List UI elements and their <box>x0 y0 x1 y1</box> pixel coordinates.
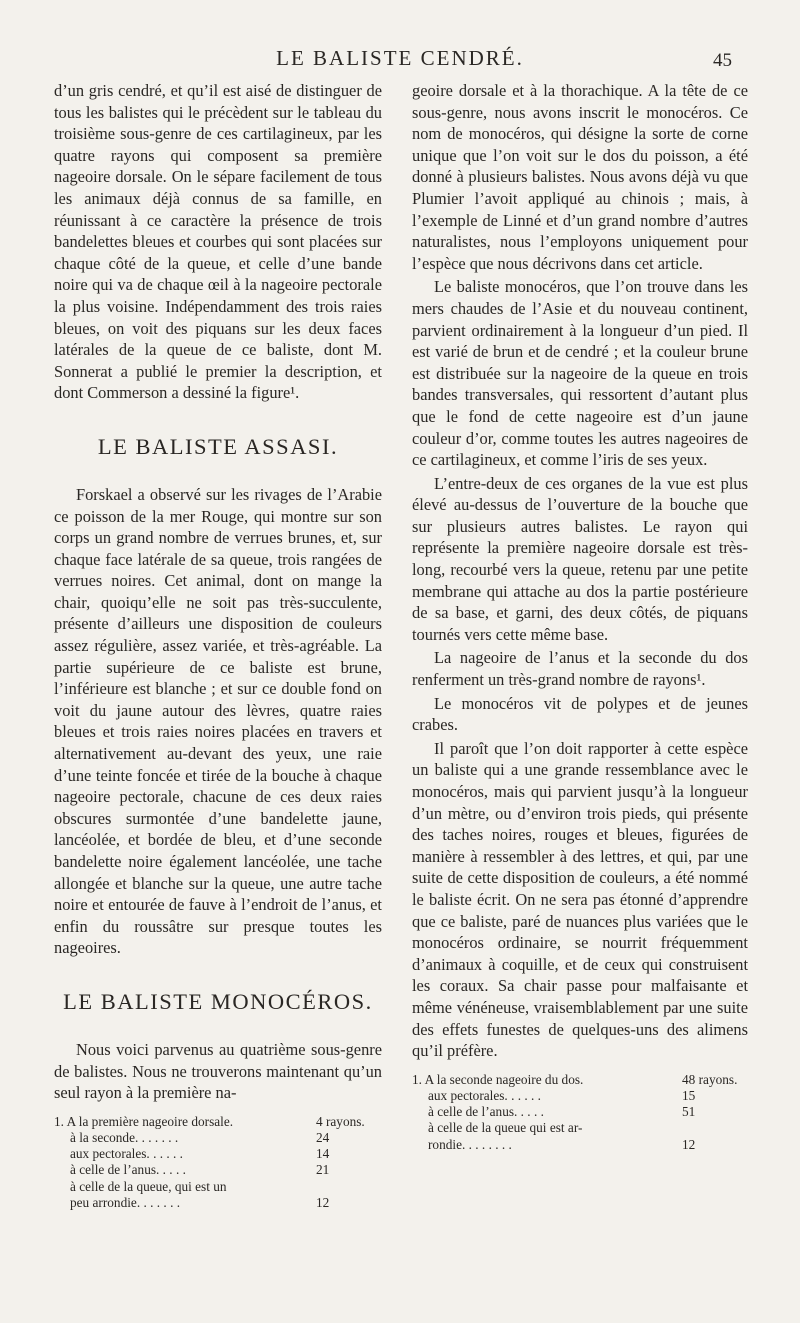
right-column <box>412 80 748 1153</box>
footnote-row: à la seconde. . . . . . . 24 <box>70 1129 330 1145</box>
paragraph-assasi: Forskael a observé sur les rivages de l’Arabie ce poisson de la mer Rouge, qui montre sur son corps un grand nombre de verrues brunes, et, sur chaque face latérale de sa queue, trois rangées de verrues noires. Cet animal, dont on mange la chair, quoiqu’elle ne soit pas très-succulente, présente d’ailleurs une disposition de couleurs assez régulière, assez variée, et très-agréable. La partie supérieure de ce baliste est brune, l’inférieure est blanche ; et sur ce double fond on voit du jaune autour des lèvres, quatre raies bleues et trois raies noires placées en travers et alternativement au-devant des yeux, une raie d’une teinte foncée et tirée de la bouche à chaque nageoire pectorale, chacune de ces deux raies obscures surmontée d’une bandelette jaune, lancéolée, et bordée de bleu, et d’une seconde bandelette noire également lancéolée, une tache allongée et blanche sur la queue, une autre tache noire et entourée de fauve à l’endroit de l’anus, et enfin du roussâtre sur presque toutes les nageoires. <box>54 484 382 958</box>
footnote-right <box>412 1072 748 1153</box>
footnote-left <box>54 1114 382 1211</box>
paragraph-habitat: Le baliste monocéros, que l’on trouve dans les mers chaudes de l’Asie et du nouveau continent, parvient ordinairement à la longueur d’un pied. Il est varié de brun et de cendré ; et la couleur brune est distribuée sur la nageoire de la queue en trois bandes transversales, qui ressortent d’autant plus que le fond de cette nageoire est d’un jaune couleur d’or, comme toutes les autres nageoires de ce cartilagineux, et comme l’iris de ses yeux. <box>412 277 748 470</box>
footnote-row: 1. A la seconde nageoire du dos. 48 rayons. <box>412 1071 738 1087</box>
paragraph-baliste-ecrit: Il paroît que l’on doit rapporter à cette espèce un baliste qui a une grande ressemblance avec le monocéros, mais qui parvient jusqu’à la longueur d’un mètre, ou d’environ trois pieds, qui présente des taches noires, rouges et bleues, figurées de manière à ressembler à des lettres, et qui, par une suite de cette disposition de couleurs, a été nommé le baliste écrit. On ne sera pas étonné d’apprendre que ce baliste, paré de nuances plus variées que le monocéros ordinaire, se nourrit fréquemment d’animaux à coquille, et de ceux qui construisent les coraux. Sa chair passe pour malfaisante et même vénéneuse, vraisemblablement par une suite des effets funestes de quelques-uns des alimens qu’il préfère. <box>412 738 748 1061</box>
paragraph-fins: La nageoire de l’anus et la seconde du dos renferment un très-grand nombre de rayons¹. <box>412 648 748 690</box>
footnote-row: rondie. . . . . . . . 12 <box>428 1136 696 1152</box>
running-title: LE BALISTE CENDRÉ. <box>276 46 524 70</box>
footnote-row: 1. A la première nageoire dorsale. 4 rayons. <box>54 1113 365 1129</box>
heading-baliste-assasi: LE BALISTE ASSASI. <box>97 433 339 459</box>
left-column <box>54 80 382 1211</box>
paragraph-diet: Le monocéros vit de polypes et de jeunes crabes. <box>412 693 748 735</box>
paragraph-monoceros-start: Nous voici parvenus au quatrième sous-genre de balistes. Nous ne trouverons maintenant qu’un seul rayon à la première na- <box>54 1039 382 1103</box>
footnote-row: peu arrondie. . . . . . . 12 <box>70 1194 330 1210</box>
paragraph-continuation: geoire dorsale et à la thorachique. A la tête de ce sous-genre, nous avons inscrit le monocéros. Ce nom de monocéros, qui désigne la sorte de corne unique que l’on voit sur le dos du poisson, a été donné à plusieurs balistes. Nous avons déjà vu que Plumier l’avoit appliqué au chinois ; mais, à l’exemple de Linné et d’un grand nombre d’autres naturalistes, nous l’employons uniquement pour l’espèce que nous décrivons dans cet article. <box>412 81 748 273</box>
footnote-row: à celle de la queue qui est ar- <box>428 1120 583 1136</box>
paragraph-intro: d’un gris cendré, et qu’il est aisé de distinguer de tous les balistes qui le précèdent sur le tableau du troisième sous-genre de ces cartilagineux, par les quatre rayons qui composent sa première nageoire dorsale. On le sépare facilement de tous les animaux déjà connus de sa famille, en réunissant à ce caractère la présence de trois bandelettes bleues et courbes qui sont placées sur chaque côté de la queue, et celle d’une bande noire qui va de chaque œil à la nageoire pectorale la plus voisine. Indépendamment des trois raies bleues, on voit des piquans sur les deux faces latérales de la queue de ce baliste, dont M. Sonnerat a publié le premier la description, et dont Commerson a dessiné la figure¹. <box>54 81 382 403</box>
heading-baliste-monoceros: LE BALISTE MONOCÉROS. <box>63 988 373 1014</box>
footnote-row: à celle de l’anus. . . . . 51 <box>428 1104 696 1120</box>
paragraph-anatomy: L’entre-deux de ces organes de la vue est plus élevé au-dessus de l’ouverture de la bouche que sur plusieurs autres balistes. Le rayon qui représente la première nageoire dorsale est très-long, recourbé vers la queue, retenu par une petite membrane qui attache au dos la partie postérieure de sa base, et garni, des deux côtés, de piquans tournés vers cette même base. <box>412 473 748 644</box>
footnote-row: à celle de l’anus. . . . . 21 <box>70 1162 330 1178</box>
footnote-row: aux pectorales. . . . . . 14 <box>70 1146 330 1162</box>
running-head <box>0 46 800 76</box>
page-number: 45 <box>713 50 732 71</box>
footnote-row: aux pectorales. . . . . . 15 <box>428 1087 696 1103</box>
footnote-row: à celle de la queue, qui est un <box>70 1178 227 1194</box>
